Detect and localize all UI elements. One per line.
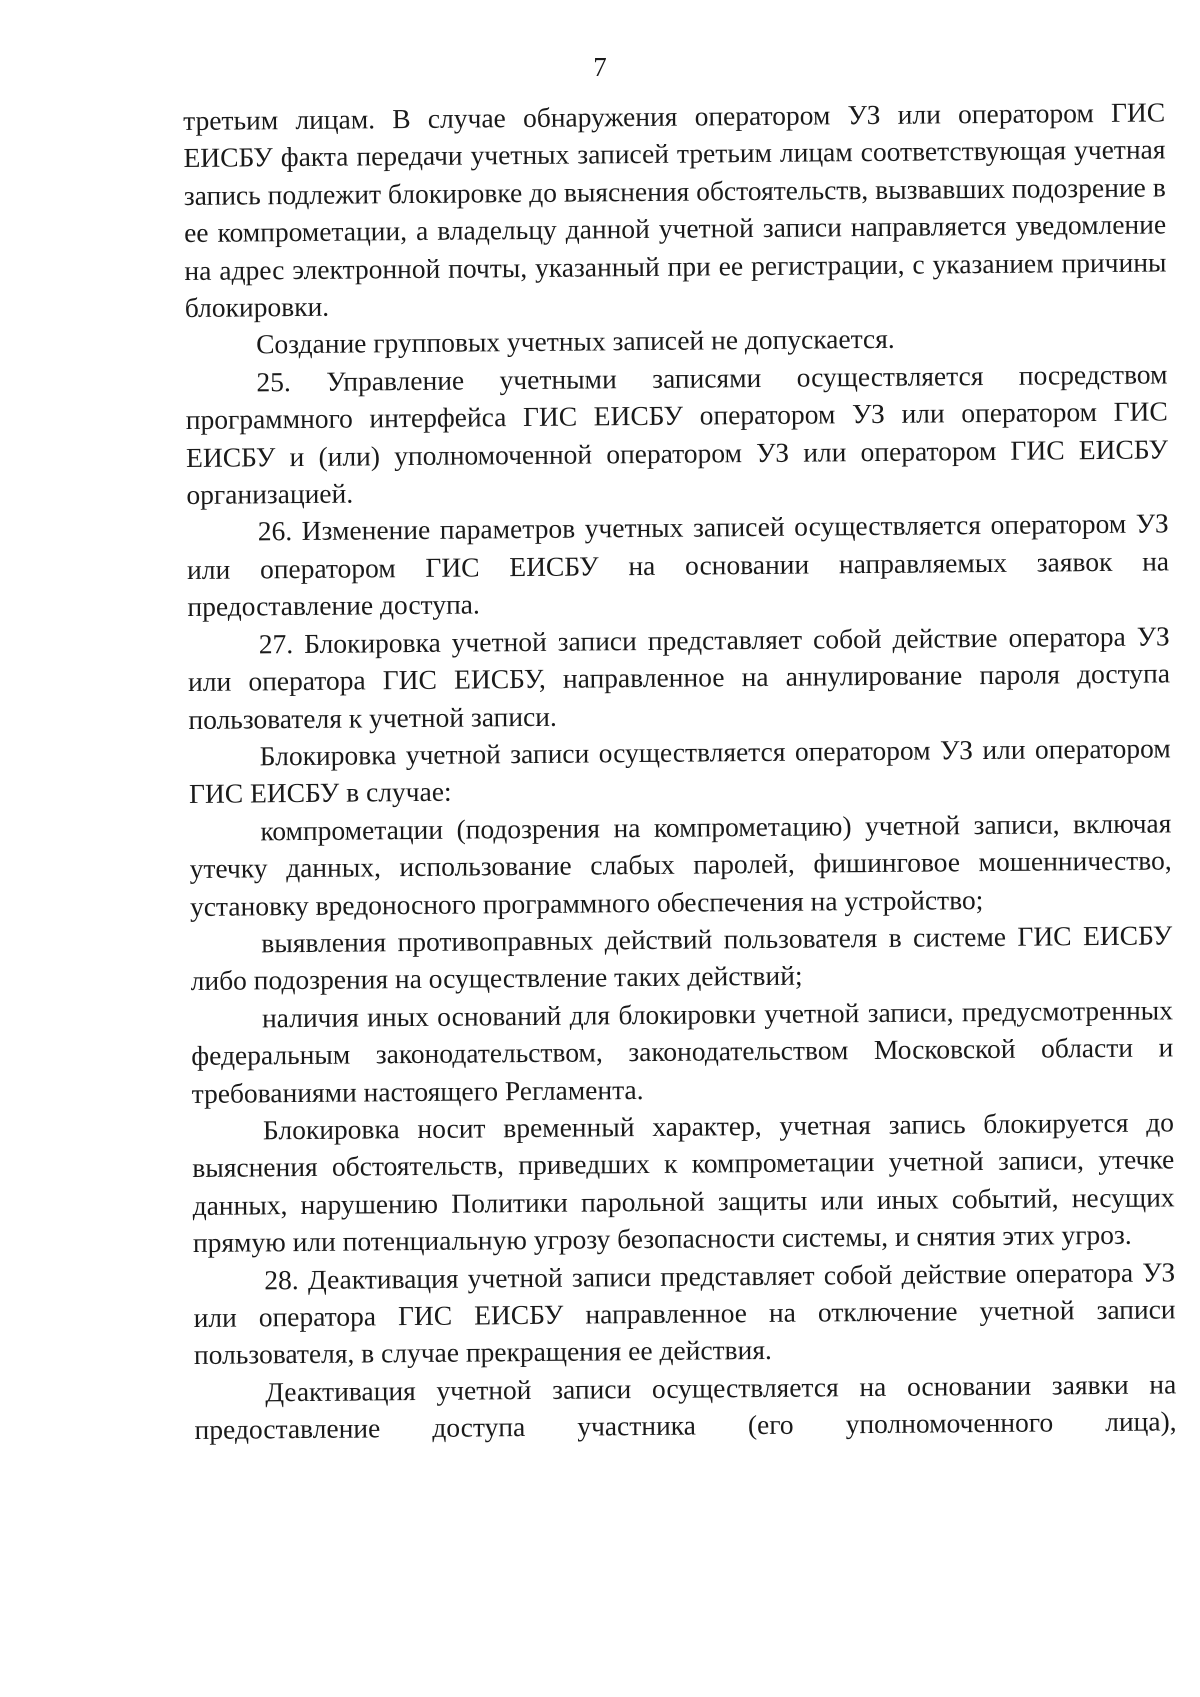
paragraph-deactivation: Деактивация учетной записи осуществляется на основании заявки на предоставление доступа участника (его уполномоченного лица),: [194, 1368, 1177, 1446]
document-body: [183, 93, 1177, 1448]
paragraph-group-accounts: Создание групповых учетных записей не допускается.: [255, 323, 895, 360]
paragraph-blocking-cases: Блокировка учетной записи осуществляется оператором УЗ или оператором ГИС ЕИСБУ в случае:: [188, 732, 1171, 810]
paragraph-item-27: 27. Блокировка учетной записи представляет собой действие оператора УЗ или оператора ГИС ЕИСБУ, направленное на аннулирование пароля доступа пользователя к учетной записи.: [187, 620, 1171, 735]
paragraph-item-25: 25. Управление учетными записями осуществляется посредством программного интерфейса ГИС ЕИСБУ оператором УЗ или оператором ГИС ЕИСБУ и (или) уполномоченной оператором УЗ или оператором ГИС ЕИСБУ организацией.: [185, 358, 1169, 511]
paragraph-item-28: 28. Деактивация учетной записи представляет собой действие оператора УЗ или оператора ГИС ЕИСБУ направленное на отключение учетной записи пользователя, в случае прекращения ее действия.: [193, 1255, 1176, 1371]
paragraph-illegal-actions: выявления противоправных действий пользователя в системе ГИС ЕИСБУ либо подозрения на осуществление таких действий;: [190, 919, 1173, 997]
paragraph-item-26: 26. Изменение параметров учетных записей осуществляется оператором УЗ или оператором ГИС ЕИСБУ на основании направляемых заявок на предоставление доступа.: [186, 507, 1170, 623]
paragraph-temporary-blocking: Блокировка носит временный характер, учетная запись блокируется до выяснения обстоятельств, приведших к компрометации учетной записи, утечке данных, нарушению Политики парольной защиты или иных событий, несущих прямую или потенциальную угрозу безопасности системы, и снятия этих угроз.: [192, 1106, 1175, 1259]
paragraph-other-grounds: наличия иных оснований для блокировки учетной записи, предусмотренных федеральным законодательством, законодательством Московской области и требованиями настоящего Регламента.: [191, 994, 1174, 1109]
page-number: 7: [593, 52, 607, 82]
paragraph-compromise: компрометации (подозрения на компрометацию) учетной записи, включая утечку данных, использование слабых паролей, фишинговое мошенничество, установку вредоносного программного обеспечения на устройство;: [189, 807, 1172, 922]
paragraph-third-parties: третьим лицам. В случае обнаружения оператором УЗ или оператором ГИС ЕИСБУ факта передачи учетных записей третьим лицам соответствующая учетная запись подлежит блокировке до выяснения обстоятельств, вызвавших подозрение в ее компрометации, а владельцу данной учетной записи направляется уведомление на адрес электронной почты, указанный при ее регистрации, с указанием причины блокировки.: [183, 96, 1167, 324]
